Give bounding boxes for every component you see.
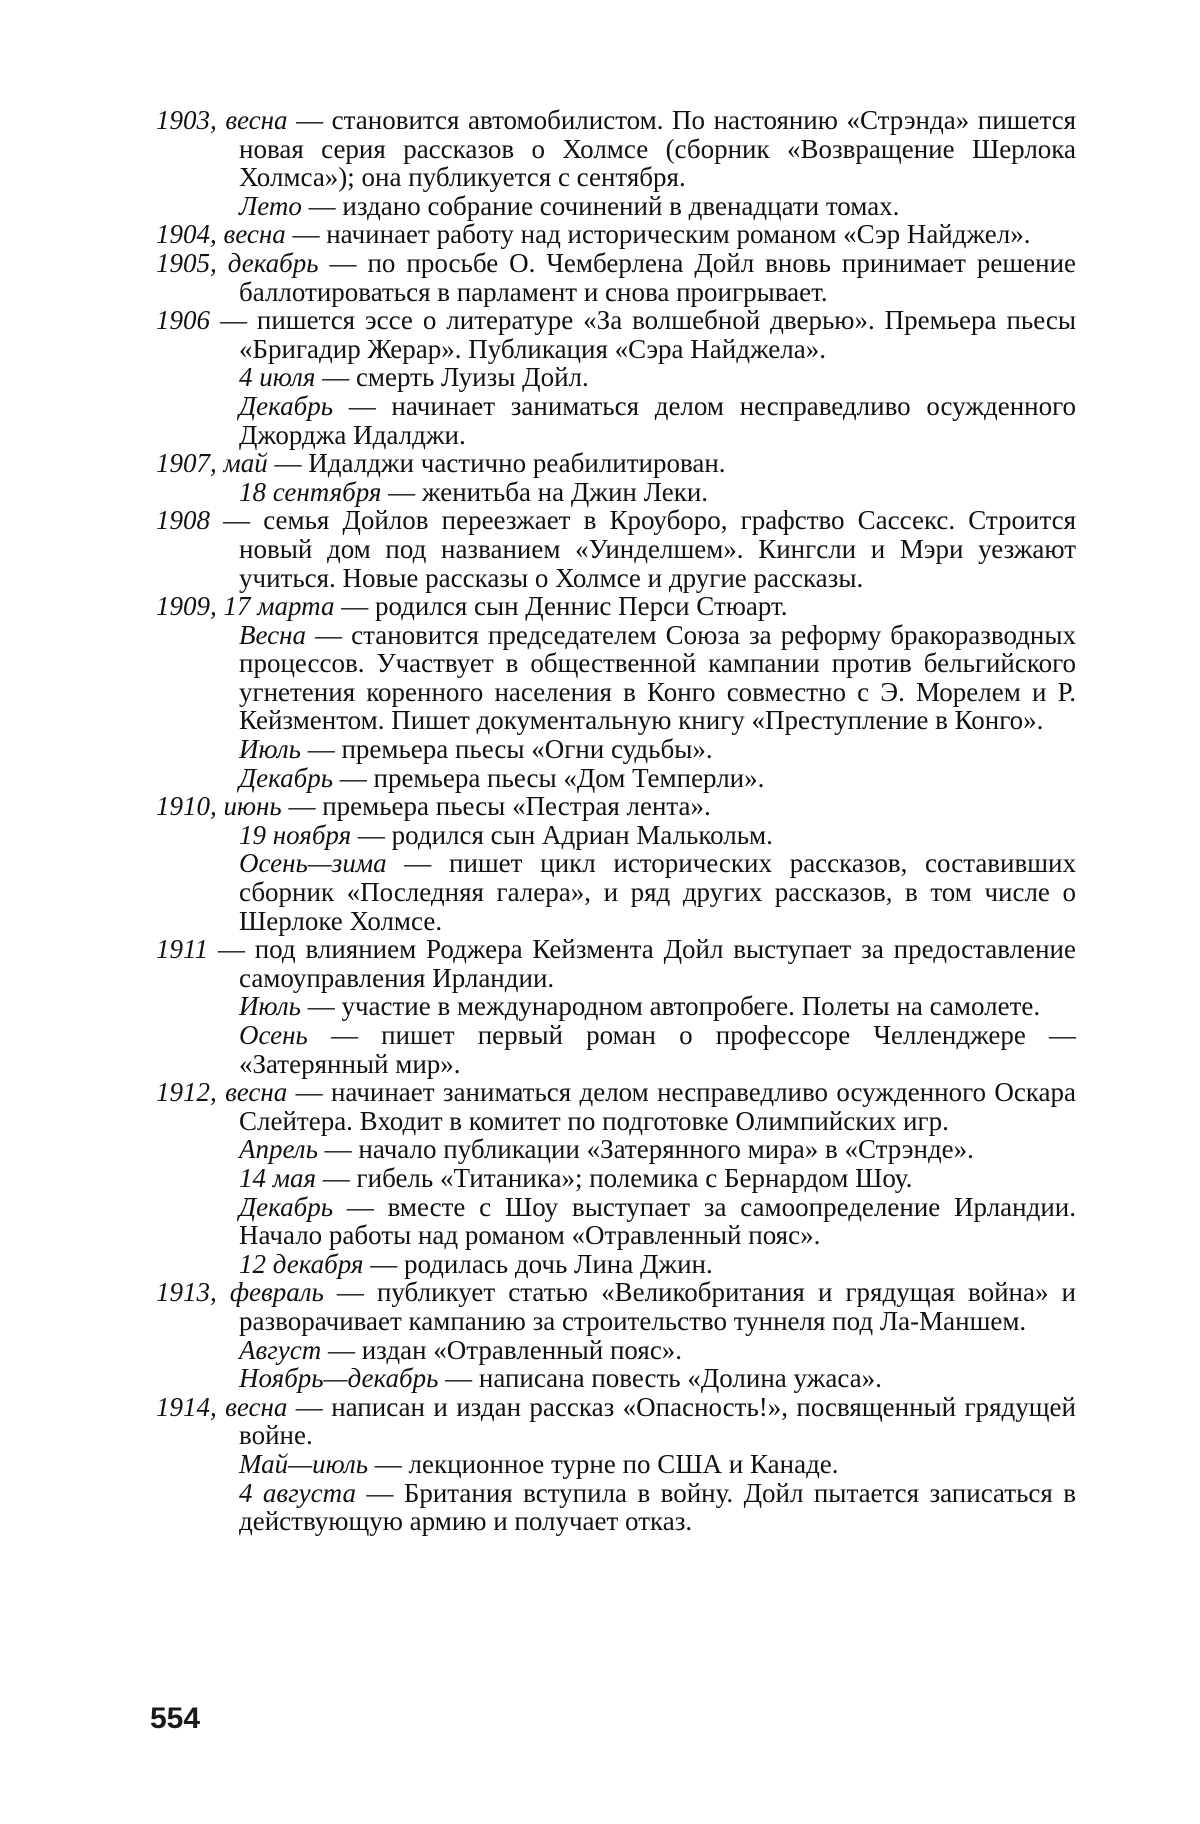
entry-text: — семья Дойлов переезжает в Кроуборо, графство Сассекс. Строится новый дом под названием «Уинделшем». Кингсли и Мэри уезжают учиться. Новые рассказы о Холмсе и другие рассказы. <box>210 505 1076 592</box>
entry-date: Лето <box>239 191 302 221</box>
entry-text: — пишется эссе о литературе «За волшебной дверью». Премьера пьесы «Бригадир Жерар». Публикация «Сэра Найджела». <box>210 305 1076 364</box>
sub-entry <box>156 1364 1076 1393</box>
entry-date: 1914, весна <box>156 1392 287 1422</box>
sub-entry <box>156 392 1076 449</box>
entry-text: — становится председателем Союза за реформу бракоразводных процессов. Участвует в общественной кампании против бельгийского угнетения коренного населения в Конго совместно с Э. Морелем и Р. Кейзментом. Пишет документальную книгу «Преступление в Конго». <box>239 620 1076 736</box>
entry-date: 1912, весна <box>156 1077 287 1107</box>
entry-text: — родилась дочь Лина Джин. <box>363 1249 712 1279</box>
year-entry <box>156 249 1076 306</box>
entry-date: Июль <box>239 991 301 1021</box>
entry-date: 19 ноября <box>239 820 351 850</box>
book-page <box>0 0 1200 1824</box>
entry-date: Осень—зима <box>239 848 387 878</box>
year-entry <box>156 592 1076 621</box>
entry-text: — Идалджи частично реабилитирован. <box>268 448 726 478</box>
entry-text: — участие в международном автопробеге. Полеты на самолете. <box>301 991 1040 1021</box>
entry-date: Апрель <box>239 1134 318 1164</box>
year-entry <box>156 220 1076 249</box>
sub-entry <box>156 1336 1076 1365</box>
entry-date: 1906 <box>156 305 210 335</box>
entry-text: — написана повесть «Долина ужаса». <box>438 1363 882 1393</box>
entry-text: — премьера пьесы «Огни судьбы». <box>301 734 713 764</box>
entry-text: — написан и издан рассказ «Опасность!», посвященный грядущей войне. <box>239 1392 1076 1451</box>
entry-date: Декабрь <box>239 391 333 421</box>
entry-text: — вместе с Шоу выступает за самоопределение Ирландии. Начало работы над романом «Отравленный пояс». <box>239 1192 1076 1251</box>
entry-date: 1908 <box>156 505 210 535</box>
entry-date: 1913, февраль <box>156 1277 324 1307</box>
entry-date: 14 мая <box>239 1163 316 1193</box>
year-entry <box>156 1393 1076 1450</box>
chronology-text <box>156 106 1076 1536</box>
sub-entry <box>156 1479 1076 1536</box>
entry-text: — родился сын Деннис Перси Стюарт. <box>334 591 787 621</box>
entry-date: 1909, 17 марта <box>156 591 334 621</box>
entry-text: — лекционное турне по США и Канаде. <box>368 1449 839 1479</box>
entry-text: — публикует статью «Великобритания и грядущая война» и разворачивает кампанию за строительство туннеля под Ла-Маншем. <box>239 1277 1076 1336</box>
sub-entry <box>156 1250 1076 1279</box>
sub-entry <box>156 1164 1076 1193</box>
entry-date: 12 декабря <box>239 1249 363 1279</box>
entry-date: Весна <box>239 620 306 650</box>
year-entry <box>156 792 1076 821</box>
entry-date: Ноябрь—декабрь <box>239 1363 438 1393</box>
entry-date: 1911 <box>156 934 208 964</box>
entry-text: — начало публикации «Затерянного мира» в «Стрэнде». <box>318 1134 974 1164</box>
entry-date: Май—июль <box>239 1449 368 1479</box>
entry-date: 4 июля <box>239 362 315 392</box>
entry-date: Декабрь <box>239 1192 333 1222</box>
entry-text: — начинает работу над историческим романом «Сэр Найджел». <box>286 219 1031 249</box>
entry-date: Декабрь <box>239 763 333 793</box>
entry-date: 18 сентября <box>239 477 381 507</box>
page-number: 554 <box>150 1702 200 1736</box>
sub-entry <box>156 621 1076 735</box>
entry-date: Осень <box>239 1020 308 1050</box>
entry-date: Август <box>239 1335 321 1365</box>
year-entry <box>156 935 1076 992</box>
entry-text: — пишет первый роман о профессоре Челленджере — «Затерянный мир». <box>239 1020 1076 1079</box>
entry-text: — начинает заниматься делом несправедливо осужденного Оскара Слейтера. Входит в комитет по подготовке Олимпийских игр. <box>239 1077 1076 1136</box>
entry-text: — премьера пьесы «Дом Темперли». <box>333 763 764 793</box>
entry-date: Июль <box>239 734 301 764</box>
entry-text: — пишет цикл исторических рассказов, составивших сборник «Последняя галера», и ряд других рассказов, в том числе о Шерлоке Холмсе. <box>239 848 1076 935</box>
year-entry <box>156 106 1076 192</box>
year-entry <box>156 306 1076 363</box>
sub-entry <box>156 849 1076 935</box>
entry-date: 1904, весна <box>156 219 286 249</box>
entry-text: — смерть Луизы Дойл. <box>315 362 588 392</box>
entry-text: — гибель «Титаника»; полемика с Бернардом Шоу. <box>316 1163 912 1193</box>
sub-entry <box>156 1193 1076 1250</box>
sub-entry <box>156 1021 1076 1078</box>
entry-text: — родился сын Адриан Малькольм. <box>351 820 773 850</box>
sub-entry <box>156 1135 1076 1164</box>
entry-text: — становится автомобилистом. По настоянию «Стрэнда» пишется новая серия рассказов о Холмсе (сборник «Возвращение Шерлока Холмса»); она публикуется с сентября. <box>239 105 1076 192</box>
year-entry <box>156 1278 1076 1335</box>
sub-entry <box>156 992 1076 1021</box>
sub-entry <box>156 764 1076 793</box>
entry-text: — издан «Отравленный пояс». <box>321 1335 682 1365</box>
entry-date: 1910, июнь <box>156 791 282 821</box>
sub-entry <box>156 192 1076 221</box>
entry-text: — Британия вступила в войну. Дойл пытается записаться в действующую армию и получает отказ. <box>239 1478 1076 1537</box>
entry-text: — премьера пьесы «Пестрая лента». <box>282 791 711 821</box>
year-entry <box>156 449 1076 478</box>
sub-entry <box>156 363 1076 392</box>
sub-entry <box>156 821 1076 850</box>
entry-date: 1905, декабрь <box>156 248 319 278</box>
entry-date: 4 августа <box>239 1478 356 1508</box>
year-entry <box>156 1078 1076 1135</box>
entry-text: — под влиянием Роджера Кейзмента Дойл выступает за предоставление самоуправления Ирландии. <box>208 934 1076 993</box>
entry-text: — женитьба на Джин Леки. <box>381 477 708 507</box>
entry-text: — по просьбе О. Чемберлена Дойл вновь принимает решение баллотироваться в парламент и снова проигрывает. <box>239 248 1076 307</box>
entry-date: 1903, весна <box>156 105 288 135</box>
sub-entry <box>156 478 1076 507</box>
entry-text: — начинает заниматься делом несправедливо осужденного Джорджа Идалджи. <box>239 391 1076 450</box>
sub-entry <box>156 1450 1076 1479</box>
entry-text: — издано собрание сочинений в двенадцати томах. <box>302 191 900 221</box>
entry-date: 1907, май <box>156 448 268 478</box>
sub-entry <box>156 735 1076 764</box>
year-entry <box>156 506 1076 592</box>
